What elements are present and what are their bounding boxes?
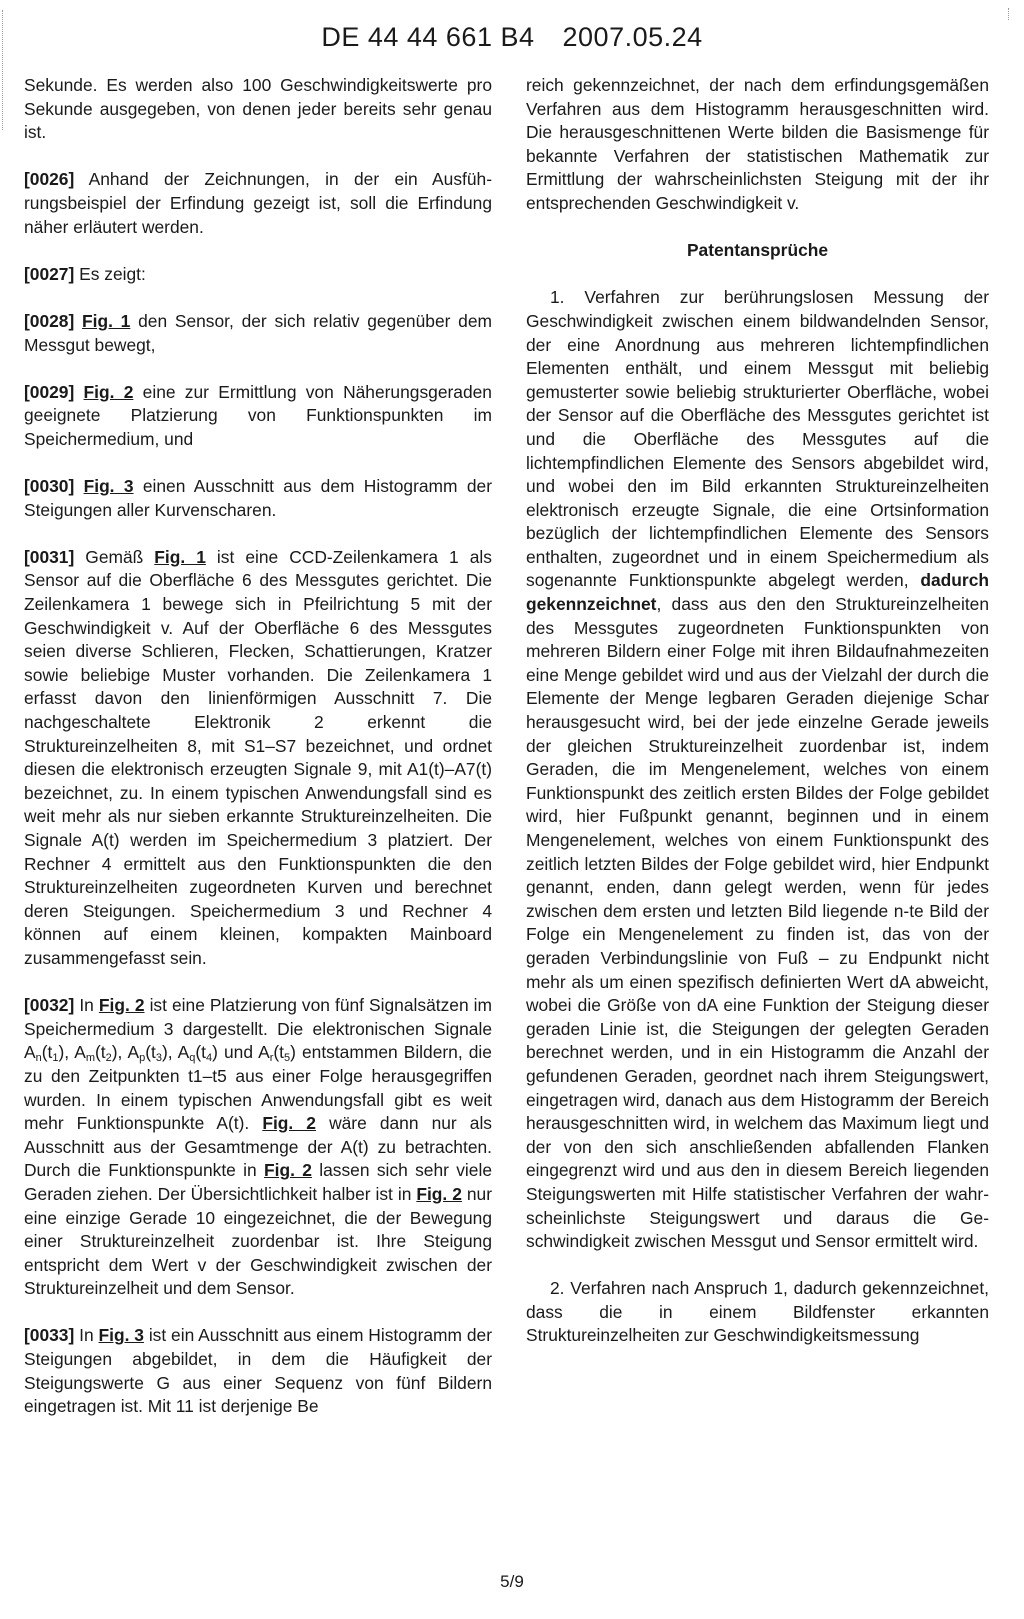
paragraph-0027	[24, 263, 492, 287]
figure-reference: Fig. 2	[264, 1160, 312, 1181]
paragraph-0033	[24, 1324, 492, 1418]
paragraph-0030	[24, 475, 492, 522]
figure-reference: Fig. 2	[262, 1113, 316, 1134]
paragraph-0029	[24, 381, 492, 452]
claim-text: 2. Verfahren nach Anspruch 1, dadurch gekennzeichnet, dass die in einem Bildfenster erkannten Struktureinzelheiten zur Geschwindigkeitsmessung	[526, 1278, 989, 1346]
patent-number: DE 44 44 661 B4	[321, 22, 535, 52]
figure-reference: Fig. 1	[82, 310, 131, 331]
paragraph-text: Gemäß	[85, 546, 144, 567]
signal-list: $A_n(t_1)$, $A_m(t_2)$, $A_p(t_3)$, $A_q(t_4)$ und $A_r(t_5)$	[24, 1042, 296, 1065]
claim-text: 1. Verfahren zur berührungslosen Messung der Geschwindigkeit zwischen einem bildwandelnden Sensor, der eine Anordnung aus mehreren lichtempfindlichen Elementen enthält, und einem Messgut mit beliebig gemusterter sowie beliebig strukturierter Oberfläche, wobei der Sensor auf die Oberfläche des Messgutes gerichtet ist und die Oberfläche des Messgutes auf die lichtempfindlichen Elemente des Sensors abgebildet wird, und wobei den im Bild erkannten Struktureinzelheiten elektronisch erzeugte Signale, die eine Ortsinformation bezüglich der lichtempfindlichen Elemente des Sensors enthalten, zugeordnet und in einem Speichermedium als sogenannte Funktionspunkte abgelegt werden,	[526, 287, 989, 591]
paragraph-text: wäre dann nur als Ausschnitt aus der Gesamtmenge der A(t) zu betrachten. Durch die Funktionspunkte in	[24, 1113, 493, 1181]
paragraph-text: einen Ausschnitt aus dem Histogramm der Steigungen aller Kurvenscharen.	[24, 476, 492, 520]
claim-2	[526, 1277, 989, 1348]
paragraph-0031	[24, 546, 492, 971]
paragraph-number: [0033]	[24, 1325, 75, 1346]
figure-reference: Fig. 3	[98, 1325, 144, 1346]
figure-reference: Fig. 1	[154, 546, 206, 567]
paragraph-text: ist eine CCD-Zeilenkamera 1 als Sensor auf die Oberfläche 6 des Messgutes gerichtet. Die Zeilenkamera 1 bewege sich in Pfeilrichtung 5 mit der Geschwindigkeit v. Auf der Oberfläche 6 des Messgutes seien diverse Schlieren, Flecken, Schattierungen, Kratzer sowie beliebige Muster vorhanden. Die Zeilenkamera 1 erfasst davon den linienförmigen Ausschnitt 7. Die nachgeschaltete Elektronik 2 erkennt die Struktureinzelheiten 8, mit S1–S7 bezeichnet, und ordnet diesen die elektronisch erzeugten Signale 9, mit A1(t)–A7(t) bezeichnet, zu. In einem typischen Anwendungsfall sind es weit mehr als nur sieben erkannte Struktureinzelheiten. Die Signale A(t) werden im Speichermedium 3 platziert. Der Rechner 4 ermittelt aus den Funktionspunkten die den Struktureinzelheiten zugeordneten Kurven und berechnet deren Steigungen. Speichermedium 3 und Rechner 4 können auf einem kleinen, kompakten Mainboard zusammengefasst sein.	[24, 546, 492, 968]
right-column	[526, 74, 989, 1348]
paragraph-0028	[24, 310, 492, 357]
left-column	[24, 74, 492, 1419]
paragraph-text: In	[79, 995, 94, 1016]
claim-text: , dass aus den den Struktureinzelheiten des Messgutes zugeordneten Funktionspunkten von mehreren Bildern einer Folge mit ihren Bildaufnahmezeiten eine Menge gebildet wird und aus der Vielzahl der durch die Elemente der Menge legbaren Geraden diejenige Schar herausgesucht wird, bei der jede einzelne Gerade jeweils der gleichen Struktureinzelheit zuordenbar ist, indem Geraden, die im Mengenelement, welches von einem Funktionspunkt des zeitlich ersten Bildes der Folge gebildet wird, hier Fußpunkt genannt, beginnen und in einem Mengenelement, welches von einem Funktionspunkt des zeitlich letzten Bildes der Folge gebildet wird, hier Endpunkt genannt, enden, dann gelegt werden, wenn für jedes zwischen dem ersten und letzten Bild liegende n-te Bild der Folge ein Mengenelement zu finden ist, das von der geraden Verbindungslinie von Fuß – zu Endpunkt nicht mehr als um einen spezifisch definierten Wert dA abweicht, wobei die Größe von dA eine Funktion der Steigung dieser geraden Linie ist, die Steigungen der gelegten Geraden berechnet werden, und in ein Histogramm die Anzahl der gefundenen Geraden, geordnet nach ihrem Steigungswert, eingetragen wird, danach aus dem Histogramm der Bereich herausgeschnitten wird, in welchem das Maximum liegt und der von den sich anschließenden abfallenden Flanken eingegrenzt wird und aus den in diesem Bereich liegenden Steigungswerten mit Hilfe statistischer Verfahren der wahrscheinlichste Steigungswert und daraus die Geschwindigkeit zwischen Messgut und Sensor ermittelt wird.	[526, 594, 989, 1252]
paragraph-continuation	[24, 74, 492, 145]
paragraph-number: [0031]	[24, 546, 75, 567]
paragraph-text: ist ein Ausschnitt aus einem Histogramm der Steigungen abgebildet, in dem die Häufigkeit der Steigungswerte G aus einer Sequenz von fünf Bildern eingetragen ist. Mit 11 ist derjenige Be	[24, 1325, 493, 1417]
page-header	[0, 22, 1024, 53]
paragraph-number: [0030]	[24, 476, 75, 497]
paragraph-number: [0026]	[24, 169, 75, 190]
figure-reference: Fig. 2	[83, 381, 134, 402]
claim-keyword: dadurch gekennzeichnet	[526, 570, 989, 615]
claims-heading: Patentansprüche	[686, 240, 829, 261]
paragraph-number: [0032]	[24, 995, 75, 1016]
paragraph-continuation	[526, 74, 989, 216]
paragraph-text: Es zeigt:	[79, 263, 146, 284]
publication-date: 2007.05.24	[562, 22, 703, 52]
paragraph-number: [0027]	[24, 263, 75, 284]
paragraph-text: reich gekennzeichnet, der nach dem erfindungsgemäßen Verfahren aus dem Histogramm herausgeschnitten wird. Die herausgeschnittenen Werte bilden die Basismenge für bekannte Verfahren der statistischen Mathematik zur Ermittlung der wahrscheinlichsten Steigung mit der ihr entsprechenden Geschwindigkeit v.	[526, 75, 989, 213]
paragraph-text: entstammen Bildern, die zu den Zeitpunkten t1–t5 aus einer Folge herausgegriffen wurden. In einem typischen Anwendungsfall gibt es weit mehr Funktionspunkte A(t).	[24, 1042, 492, 1134]
paragraph-text: den Sensor, der sich relativ gegenüber dem Messgut bewegt,	[24, 310, 492, 355]
paragraph-text: lassen sich sehr viele Geraden ziehen. Der Übersichtlichkeit halber ist in	[24, 1160, 492, 1204]
paragraph-number: [0029]	[24, 381, 75, 402]
paragraph-text: ist eine Platzierung von fünf Signalsätzen im Speichermedium 3 dargestellt. Die elektronischen Signale	[24, 995, 493, 1039]
paragraph-text: Sekunde. Es werden also 100 Geschwindigkeitswerte pro Sekunde ausgegeben, von denen jeder bereits sehr genau ist.	[24, 75, 492, 143]
claim-1	[526, 286, 989, 1253]
figure-reference: Fig. 3	[83, 476, 134, 497]
paragraph-0026	[24, 168, 492, 239]
paragraph-text: nur eine einzige Gerade 10 eingezeichnet, die der Bewegung einer Struktureinzelheit zuordenbar ist. Ihre Steigung entspricht dem Wert v der Geschwindigkeit zwischen der Struktureinzelheit und dem Sensor.	[24, 1183, 492, 1299]
paragraph-text: eine zur Ermittlung von Näherungsgeraden geeignete Platzierung von Funktionspunkten im Speichermedium, und	[24, 381, 492, 449]
page-number: 5/9	[500, 1572, 524, 1591]
paragraph-text: Anhand der Zeichnungen, in der ein Ausführungsbeispiel der Erfindung gezeigt ist, soll die Erfindung näher erläutert werden.	[24, 169, 492, 237]
paragraph-text: In	[79, 1325, 94, 1346]
figure-reference: Fig. 2	[98, 995, 145, 1016]
paragraph-number: [0028]	[24, 310, 75, 331]
figure-reference: Fig. 2	[416, 1183, 462, 1204]
paragraph-0032	[24, 994, 492, 1301]
scan-edge-mark-right	[1008, 8, 1010, 20]
